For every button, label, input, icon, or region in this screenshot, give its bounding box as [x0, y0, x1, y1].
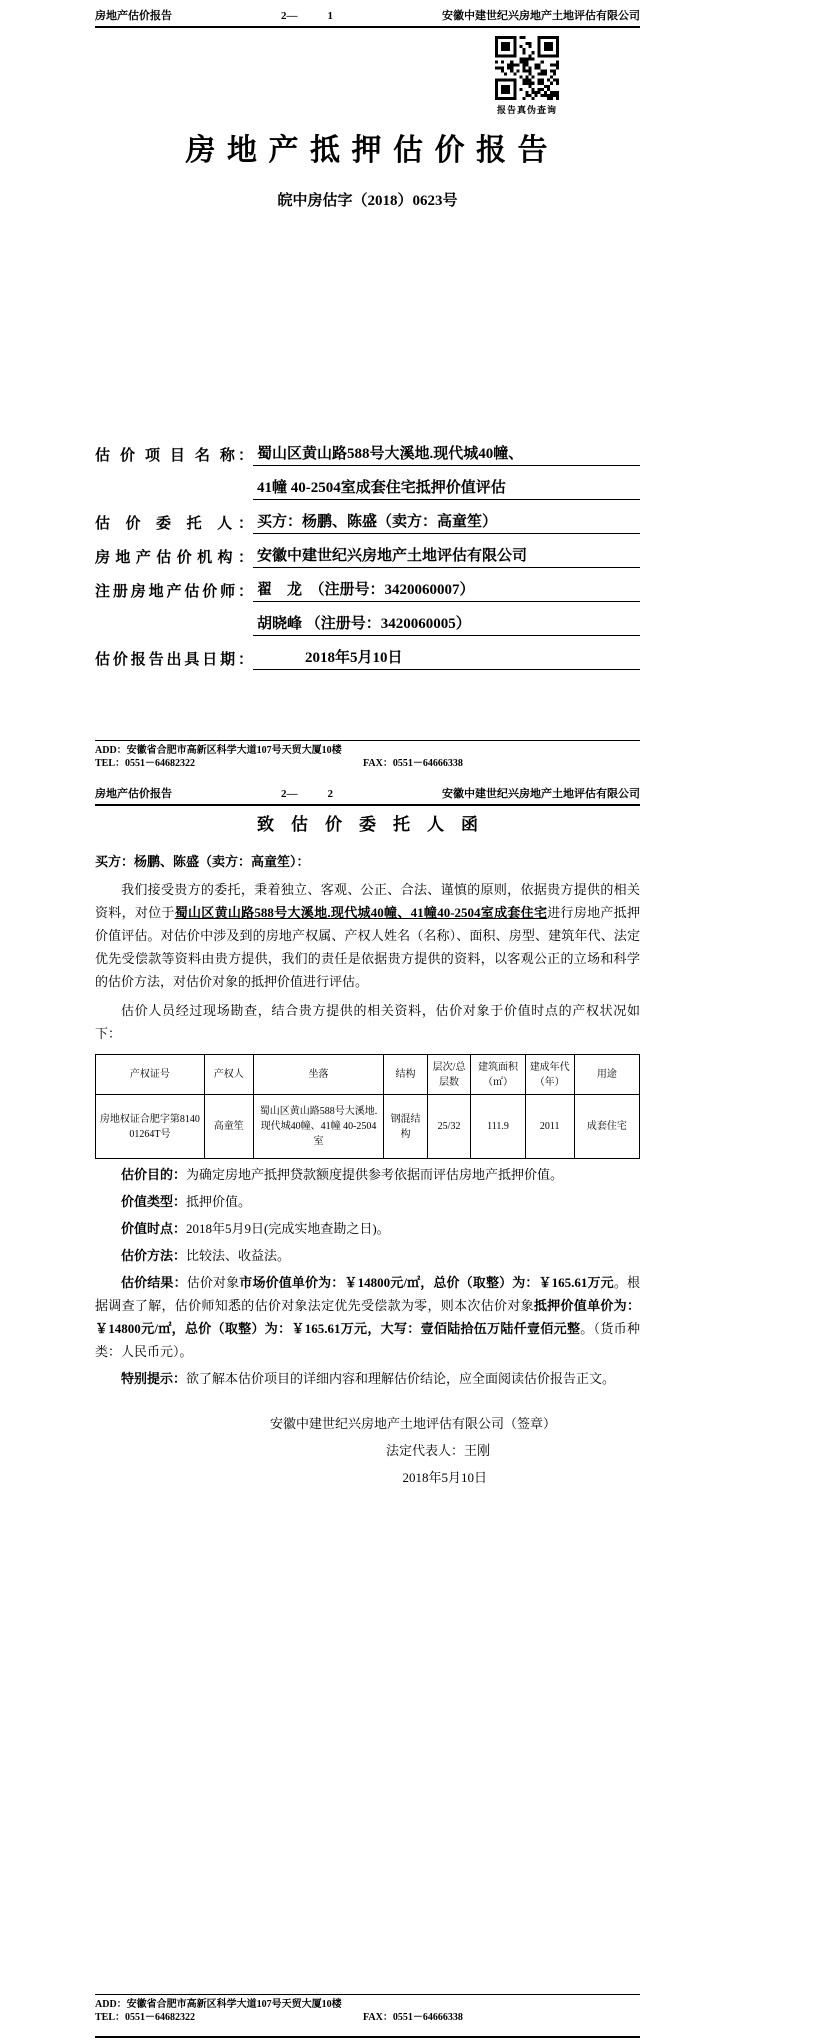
field-label: 估 价 委 托 人： — [95, 516, 253, 532]
item-text: 比较法、收益法。 — [186, 1248, 291, 1263]
table-cell: 成套住宅 — [574, 1095, 639, 1159]
table-header-cell: 层次/总层数 — [427, 1055, 471, 1095]
page2-header — [95, 778, 640, 806]
item-value-type — [95, 1190, 640, 1213]
field-value: 安徽中建世纪兴房地产土地评估有限公司 — [253, 546, 640, 568]
cover-fields — [95, 444, 640, 670]
item-method — [95, 1244, 640, 1267]
qr-code-icon — [495, 36, 559, 100]
signature-block — [95, 1410, 640, 1491]
letter-salutation: 买方：杨鹏、陈盛（卖方：高童笙）： — [95, 854, 310, 869]
paragraph-text: 我们接受贵方的委托，秉着独立、客观、公正、合法、谨慎的原则，依据贵方提供的相关资料，对位于 — [95, 882, 640, 920]
header-page-prefix: 2— — [281, 10, 298, 22]
signature-date: 2018年5月10日 — [402, 1470, 487, 1485]
field-appraiser-2 — [95, 614, 640, 636]
ownership-table — [95, 1054, 640, 1159]
item-purpose — [95, 1163, 640, 1186]
paragraph-text: 进行房地产抵押价值评估。对估价中涉及到的房地产权属、产权人姓名（名称）、面积、房型、建筑年代、法定优先受偿款等资料由贵方提供，我们的责任是依据贵方提供的资料，以客观公正的立场和科学的估价方法，对估价对象的抵押价值进行评估。 — [95, 905, 640, 989]
qr-caption: 报告真伪查询 — [496, 105, 557, 115]
item-text: 为确定房地产抵押贷款额度提供参考依据而评估房地产抵押价值。 — [186, 1167, 564, 1182]
page2-footer — [95, 1994, 640, 2024]
field-client — [95, 512, 640, 534]
footer-contact-row — [95, 2011, 640, 2024]
field-label: 房地产估价机构： — [95, 550, 253, 566]
header-page-indicator — [281, 9, 333, 23]
header-company-name: 安徽中建世纪兴房地产土地评估有限公司 — [442, 10, 640, 22]
page1-header — [95, 0, 640, 28]
footer-address: ADD：安徽省合肥市高新区科学大道107号天贸大厦10楼 — [95, 745, 342, 756]
result-text: 。（货币种类：人民币元）。 — [95, 1321, 640, 1359]
header-doc-type: 房地产估价报告 — [95, 10, 172, 22]
footer-tel: TEL：0551－64682322 — [95, 758, 196, 769]
header-page-number: 2 — [327, 788, 333, 800]
letter-paragraph-1 — [95, 878, 640, 993]
report-number: 皖中房估字（2018）0623号 — [277, 193, 458, 209]
result-mortgage-value: 抵押价值单价为：￥14800元/㎡，总价（取整）为：￥165.61万元，大写：壹佰陆拾伍万陆仟壹佰元整 — [95, 1298, 640, 1336]
item-result — [95, 1271, 640, 1363]
table-header-cell: 建成年代（年） — [525, 1055, 574, 1095]
header-doc-type: 房地产估价报告 — [95, 788, 172, 800]
footer-address: ADD：安徽省合肥市高新区科学大道107号天贸大厦10楼 — [95, 1999, 342, 2010]
footer-fax: FAX：0551－64666338 — [363, 758, 463, 769]
field-value: 41幢 40-2504室成套住宅抵押价值评估 — [253, 478, 640, 500]
table-header-cell: 用途 — [574, 1055, 639, 1095]
footer-fax: FAX：0551－64666338 — [363, 2012, 463, 2023]
item-text: 欲了解本估价项目的详细内容和理解估价结论，应全面阅读估价报告正文。 — [186, 1371, 616, 1386]
table-header-cell: 建筑面积（㎡） — [471, 1055, 525, 1095]
table-cell: 高童笙 — [204, 1095, 253, 1159]
table-cell: 111.9 — [471, 1095, 525, 1159]
next-page-rule — [95, 2036, 640, 2038]
item-label: 估价目的： — [121, 1167, 187, 1182]
header-page-indicator — [281, 787, 333, 801]
item-label: 估价方法： — [121, 1248, 187, 1263]
item-label: 价值时点： — [121, 1221, 187, 1236]
field-value: 胡晓峰 （注册号：3420060005） — [253, 614, 640, 636]
subject-property-highlight: 蜀山区黄山路588号大溪地.现代城40幢、41幢40-2504室成套住宅 — [174, 905, 548, 920]
header-company-name: 安徽中建世纪兴房地产土地评估有限公司 — [442, 788, 640, 800]
page1-footer — [95, 740, 640, 770]
table-header-cell: 坐落 — [253, 1055, 384, 1095]
field-value: 买方：杨鹏、陈盛（卖方：高童笙） — [253, 512, 640, 534]
item-value-date — [95, 1217, 640, 1240]
letter-title: 致 估 价 委 托 人 函 — [257, 815, 478, 834]
table-cell: 钢混结构 — [384, 1095, 428, 1159]
field-value: 蜀山区黄山路588号大溪地.现代城40幢、 — [253, 444, 640, 466]
field-label: 注册房地产估价师： — [95, 584, 253, 600]
result-text: 。根据调查了解，估价师知悉的估价对象法定优先受偿款为零，则本次估价对象 — [95, 1275, 640, 1313]
table-cell: 房地权证合肥字第814001264T号 — [96, 1095, 205, 1159]
field-report-date — [95, 648, 640, 670]
page-1 — [0, 0, 823, 778]
letter-paragraph-2: 估价人员经过现场勘查，结合贵方提供的相关资料，估价对象于价值时点的产权状况如下： — [95, 1003, 640, 1041]
item-label: 价值类型： — [121, 1194, 187, 1209]
report-title: 房 地 产 抵 押 估 价 报 告 — [185, 134, 550, 167]
table-header-row — [96, 1055, 640, 1095]
item-label: 估价结果： — [121, 1275, 187, 1290]
table-header-cell: 产权人 — [204, 1055, 253, 1095]
table-cell: 蜀山区黄山路588号大溪地.现代城40幢、41幢 40-2504室 — [253, 1095, 384, 1159]
result-market-value: 市场价值单价为：￥14800元/㎡，总价（取整）为：￥165.61万元 — [239, 1275, 614, 1290]
field-project-name — [95, 444, 640, 466]
field-value: 2018年5月10日 — [253, 648, 640, 670]
header-page-number: 1 — [327, 10, 333, 22]
field-agency — [95, 546, 640, 568]
result-text: 估价对象 — [186, 1275, 240, 1290]
qr-block — [495, 36, 559, 116]
field-appraiser-1 — [95, 580, 640, 602]
footer-contact-row — [95, 757, 640, 770]
item-label: 特别提示： — [121, 1371, 187, 1386]
item-special-notice — [95, 1367, 640, 1390]
signature-company: 安徽中建世纪兴房地产土地评估有限公司（签章） — [269, 1416, 556, 1431]
field-label: 估价报告出具日期： — [95, 652, 253, 668]
table-cell: 25/32 — [427, 1095, 471, 1159]
footer-tel: TEL：0551－64682322 — [95, 2012, 196, 2023]
header-page-prefix: 2— — [281, 788, 298, 800]
table-row — [96, 1095, 640, 1159]
item-text: 2018年5月9日(完成实地查勘之日)。 — [186, 1221, 390, 1236]
item-text: 抵押价值。 — [186, 1194, 252, 1209]
field-value: 翟 龙 （注册号：3420060007） — [253, 580, 640, 602]
table-cell: 2011 — [525, 1095, 574, 1159]
signature-representative: 法定代表人：王刚 — [385, 1443, 490, 1458]
table-header-cell: 结构 — [384, 1055, 428, 1095]
page-2 — [0, 778, 823, 2040]
field-project-name-continued — [95, 478, 640, 500]
field-label: 估 价 项 目 名 称： — [95, 448, 253, 464]
table-header-cell: 产权证号 — [96, 1055, 205, 1095]
